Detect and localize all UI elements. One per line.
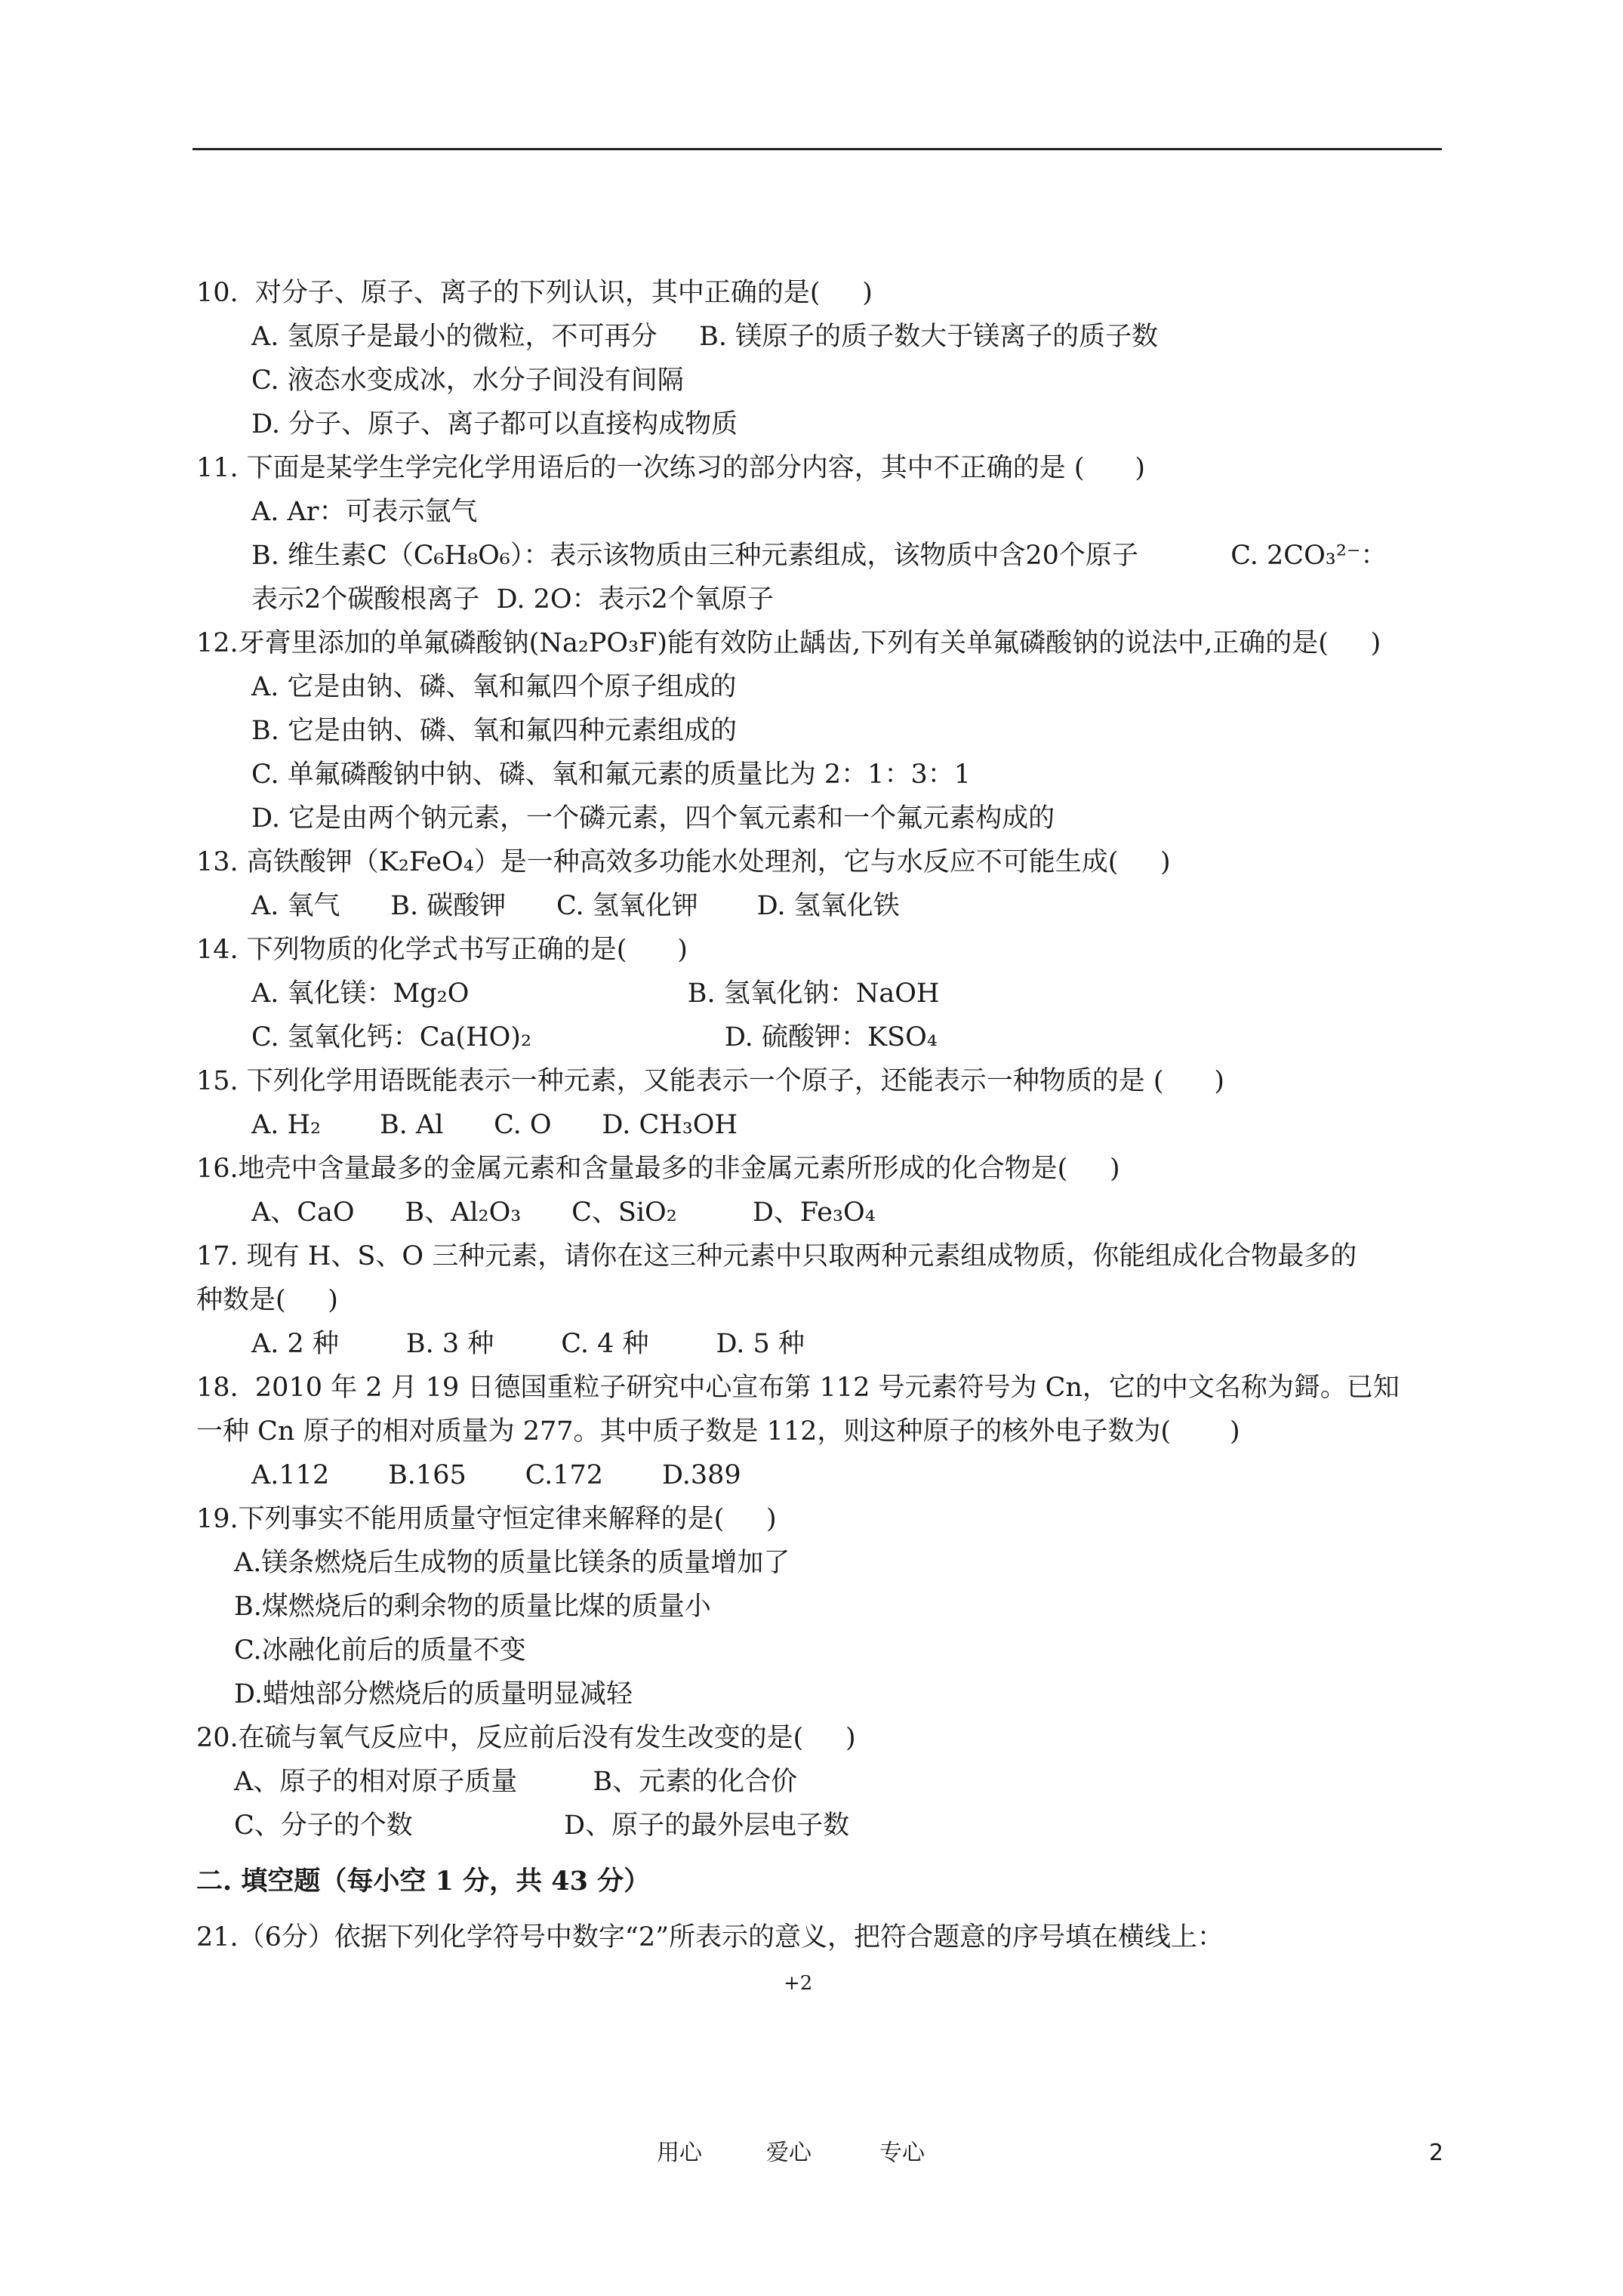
q15-stem: 15. 下列化学用语既能表示一种元素，又能表示一个原子，还能表示一种物质的是 ( ) bbox=[196, 1066, 1224, 1096]
q12-option-b: B. 它是由钠、磷、氧和氟四种元素组成的 bbox=[251, 716, 737, 746]
q12-option-c: C. 单氟磷酸钠中钠、磷、氧和氟元素的质量比为 2：1：3：1 bbox=[251, 760, 971, 790]
q14-option-cd: C. 氢氧化钙：Ca(HO)₂ D. 硫酸钾：KSO₄ bbox=[251, 1022, 938, 1052]
footer-middle: 爱心 bbox=[766, 2140, 812, 2166]
q16-options: A、CaO B、Al₂O₃ C、SiO₂ D、Fe₃O₄ bbox=[251, 1197, 876, 1228]
q11-option-a: A. Ar：可表示氩气 bbox=[251, 497, 478, 527]
q18-options: A.112 B.165 C.172 D.389 bbox=[251, 1460, 741, 1490]
q11-stem: 11. 下面是某学生学完化学用语后的一次练习的部分内容，其中不正确的是 ( ) bbox=[196, 453, 1145, 483]
q19-option-c: C.冰融化前后的质量不变 bbox=[234, 1635, 526, 1666]
q20-option-cd: C、分子的个数 D、原子的最外层电子数 bbox=[234, 1811, 850, 1841]
q14-option-ab: A. 氧化镁：Mg₂O B. 氢氧化钠：NaOH bbox=[251, 978, 940, 1009]
q20-stem: 20.在硫与氧气反应中，反应前后没有发生改变的是( ) bbox=[196, 1723, 856, 1753]
valence-mark: +2 bbox=[784, 1972, 813, 1995]
q10-option-d: D. 分子、原子、离子都可以直接构成物质 bbox=[251, 409, 738, 439]
q15-options: A. H₂ B. Al C. O D. CH₃OH bbox=[251, 1110, 738, 1140]
q12-option-a: A. 它是由钠、磷、氧和氟四个原子组成的 bbox=[251, 672, 737, 702]
q10-stem: 10. 对分子、原子、离子的下列认识，其中正确的是( ) bbox=[196, 278, 873, 308]
q17-stem: 17. 现有 H、S、O 三种元素，请你在这三种元素中只取两种元素组成物质，你能组成化合物最多的 bbox=[196, 1241, 1357, 1271]
footer-left: 用心 bbox=[657, 2140, 702, 2166]
q16-stem: 16.地壳中含量最多的金属元素和含量最多的非金属元素所形成的化合物是( ) bbox=[196, 1154, 1120, 1184]
q19-option-d: D.蜡烛部分燃烧后的质量明显减轻 bbox=[234, 1679, 633, 1709]
q13-options: A. 氧气 B. 碳酸钾 C. 氢氧化钾 D. 氢氧化铁 bbox=[251, 891, 900, 921]
section-two-heading: 二. 填空题（每小空 1 分，共 43 分） bbox=[196, 1866, 651, 1897]
header-rule bbox=[192, 148, 1442, 150]
q18-stem-cont: 一种 Cn 原子的相对质量为 277。其中质子数是 112，则这种原子的核外电子数为( ) bbox=[196, 1416, 1240, 1447]
q18-stem: 18. 2010 年 2 月 19 日德国重粒子研究中心宣布第 112 号元素符号为 Cn，它的中文名称为鎶。已知 bbox=[196, 1373, 1400, 1403]
q10-option-c: C. 液态水变成冰，水分子间没有间隔 bbox=[251, 365, 684, 396]
q20-option-ab: A、原子的相对原子质量 B、元素的化合价 bbox=[234, 1767, 798, 1797]
q19-option-a: A.镁条燃烧后生成物的质量比镁条的质量增加了 bbox=[234, 1548, 790, 1578]
q12-stem: 12.牙膏里添加的单氟磷酸钠(Na₂PO₃F)能有效防止龋齿,下列有关单氟磷酸钠的说法中,正确的是( ) bbox=[196, 628, 1381, 658]
q12-option-d: D. 它是由两个钠元素，一个磷元素，四个氧元素和一个氟元素构成的 bbox=[251, 803, 1055, 834]
q17-options: A. 2 种 B. 3 种 C. 4 种 D. 5 种 bbox=[251, 1329, 805, 1359]
q10-option-ab: A. 氢原子是最小的微粒，不可再分 B. 镁原子的质子数大于镁离子的质子数 bbox=[251, 322, 1159, 352]
page-number: 2 bbox=[1429, 2140, 1444, 2166]
q21-stem: 21.（6分）依据下列化学符号中数字“2”所表示的意义，把符合题意的序号填在横线上： bbox=[196, 1922, 1224, 1952]
q11-option-cd: 表示2个碳酸根离子 D. 2O：表示2个氧原子 bbox=[251, 584, 774, 615]
footer-right: 专心 bbox=[879, 2140, 925, 2166]
q14-stem: 14. 下列物质的化学式书写正确的是( ) bbox=[196, 935, 688, 965]
q19-stem: 19.下列事实不能用质量守恒定律来解释的是( ) bbox=[196, 1504, 777, 1534]
q11-option-bc: B. 维生素C（C₆H₈O₆）：表示该物质由三种元素组成，该物质中含20个原子 C. 2CO₃²⁻： bbox=[251, 541, 1387, 571]
q13-stem: 13. 高铁酸钾（K₂FeO₄）是一种高效多功能水处理剂，它与水反应不可能生成( ) bbox=[196, 847, 1171, 877]
q17-stem-cont: 种数是( ) bbox=[196, 1285, 338, 1315]
q19-option-b: B.煤燃烧后的剩余物的质量比煤的质量小 bbox=[234, 1592, 711, 1622]
